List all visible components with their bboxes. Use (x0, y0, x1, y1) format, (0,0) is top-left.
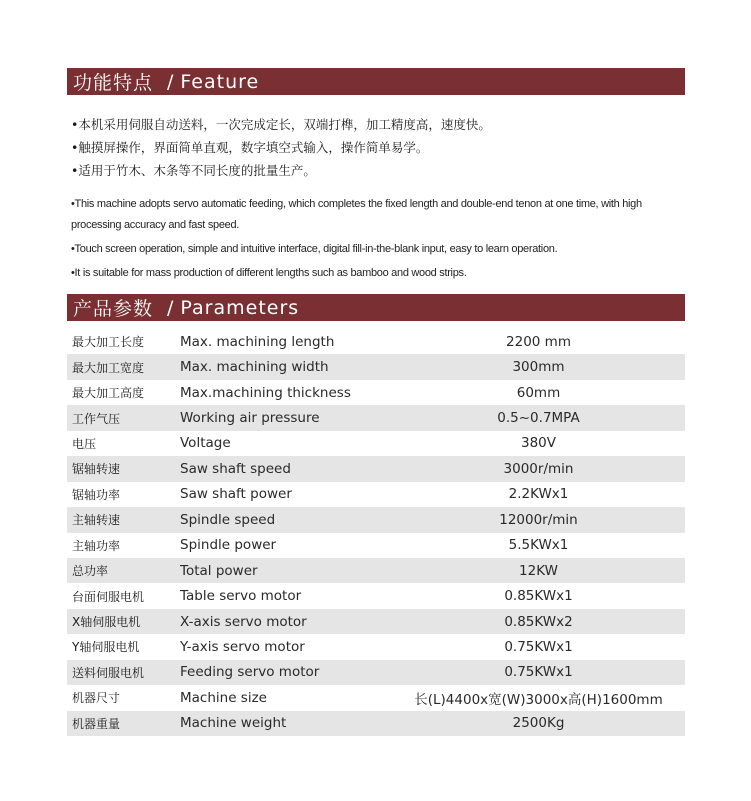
parameter-name-cn: 机器重量 (72, 716, 121, 731)
parameter-value: 0.75KWx1 (504, 638, 573, 655)
feature-cn-item: •本机采用伺服自动送料，一次完成定长，双端打榫，加工精度高，速度快。 (71, 117, 491, 132)
feature-en-item: •Touch screen operation, simple and intuitive interface, digital fill-in-the-blank input, easy to learn operation. (71, 243, 558, 255)
feature-cn-item: •适用于竹木、木条等不同长度的批量生产。 (71, 163, 316, 178)
feature-title-cn: 功能特点 (73, 72, 154, 94)
parameter-value: 0.85KWx1 (504, 588, 573, 605)
feature-cn-item: •触摸屏操作，界面简单直观，数字填空式输入，操作简单易学。 (71, 140, 429, 155)
parameter-name-en: Max.machining thickness (180, 384, 351, 401)
parameter-value: 12KW (519, 562, 558, 579)
parameter-row (67, 354, 685, 379)
parameter-name-en: Voltage (180, 435, 231, 452)
parameter-name-cn: 主轴功率 (72, 538, 121, 553)
parameter-row (67, 660, 685, 685)
parameter-row (67, 482, 685, 507)
parameter-row (67, 685, 685, 710)
parameter-name-cn: 最大加工长度 (72, 335, 145, 350)
parameter-name-en: Max. machining length (180, 333, 335, 350)
parameter-name-cn: 送料伺服电机 (72, 665, 145, 680)
parameter-value: 3000r/min (503, 460, 574, 477)
parameter-row (67, 609, 685, 634)
parameter-row (67, 711, 685, 736)
parameters-title-en: Parameters (180, 296, 300, 319)
parameter-row (67, 380, 685, 405)
parameters-section-header (67, 294, 685, 321)
parameter-name-en: Max. machining width (180, 359, 329, 376)
parameter-name-cn: 最大加工高度 (72, 386, 145, 401)
parameter-value: 60mm (516, 384, 561, 401)
parameter-value: 380V (520, 435, 556, 452)
parameter-name-cn: 总功率 (72, 564, 109, 579)
parameter-name-cn: 机器尺寸 (72, 691, 121, 706)
feature-en-item: •This machine adopts servo automatic feeding, which completes the fixed length and double-end tenon at one time, with high processing accuracy and fast speed. (71, 198, 642, 231)
parameter-name-en: Feeding servo motor (180, 664, 320, 681)
parameter-name-cn: 电压 (72, 436, 97, 451)
parameter-name-cn: 锯轴功率 (72, 487, 121, 502)
parameter-name-en: Spindle speed (180, 511, 276, 528)
feature-list-cn (71, 113, 681, 182)
feature-en-item: •It is suitable for mass production of different lengths such as bamboo and wood strips. (71, 267, 467, 279)
parameter-row (67, 634, 685, 659)
parameter-name-en: Total power (180, 562, 258, 579)
parameter-name-en: Saw shaft power (180, 486, 292, 503)
parameter-name-en: Machine size (180, 689, 267, 706)
parameter-name-en: Machine weight (180, 715, 287, 732)
parameter-row (67, 533, 685, 558)
parameter-name-cn: X轴伺服电机 (72, 615, 141, 630)
parameter-name-cn: 最大加工宽度 (72, 360, 145, 375)
parameters-title-cn: 产品参数 (73, 298, 154, 320)
parameter-row (67, 558, 685, 583)
parameter-name-en: Spindle power (180, 537, 277, 554)
parameter-name-cn: 锯轴转速 (72, 462, 121, 477)
feature-title-en: Feature (180, 70, 260, 93)
parameter-value: 5.5KWx1 (508, 537, 569, 554)
parameters-title-separator: / (167, 296, 175, 319)
parameter-row (67, 507, 685, 532)
parameter-value: 0.5~0.7MPA (497, 410, 580, 427)
feature-list-en (71, 194, 683, 284)
parameter-value: 2200 mm (506, 333, 571, 350)
feature-section-header (67, 68, 685, 95)
parameter-value: 12000r/min (499, 511, 578, 528)
parameter-value: 长(L)4400x宽(W)3000x高(H)1600mm (414, 691, 663, 708)
parameter-name-en: Table servo motor (180, 588, 302, 605)
parameter-value: 0.85KWx2 (504, 613, 573, 630)
parameter-row (67, 405, 685, 430)
parameter-row (67, 329, 685, 354)
feature-title-separator: / (167, 70, 175, 93)
parameter-value: 2.2KWx1 (508, 486, 569, 503)
parameter-row (67, 431, 685, 456)
parameter-name-en: Working air pressure (180, 410, 320, 427)
parameter-row (67, 583, 685, 608)
parameter-name-en: Saw shaft speed (180, 460, 291, 477)
parameter-name-cn: 工作气压 (72, 411, 121, 426)
parameter-row (67, 456, 685, 481)
parameter-value: 300mm (512, 359, 565, 376)
parameter-value: 2500Kg (512, 715, 565, 732)
parameter-name-cn: Y轴伺服电机 (72, 640, 140, 655)
parameter-name-cn: 台面伺服电机 (72, 589, 145, 604)
parameter-name-en: X-axis servo motor (180, 613, 307, 630)
parameter-name-en: Y-axis servo motor (180, 638, 305, 655)
parameters-table (67, 329, 685, 736)
parameter-name-cn: 主轴转速 (72, 513, 121, 528)
parameter-value: 0.75KWx1 (504, 664, 573, 681)
